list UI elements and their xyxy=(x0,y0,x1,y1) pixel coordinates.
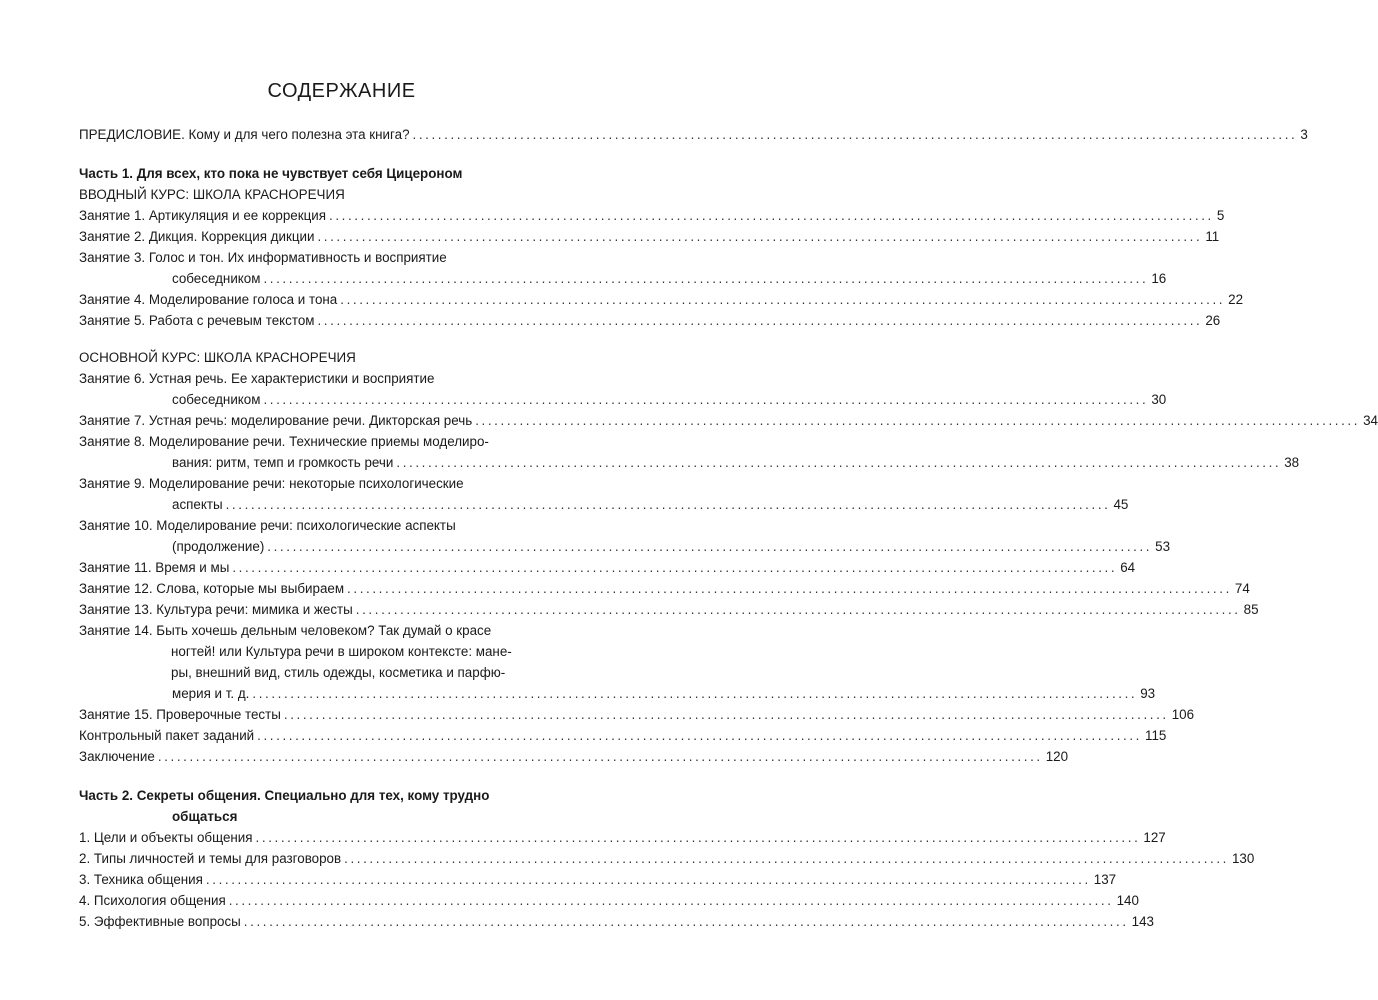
entry-label: Занятие 12. Слова, которые мы выбираем xyxy=(79,581,345,596)
page-number: 64 xyxy=(1120,560,1136,575)
entry-label: Занятие 11. Время и мы xyxy=(79,560,230,575)
entry-label-line: Занятие 3. Голос и тон. Их информативность и восприятие xyxy=(79,250,447,265)
leader-dots: ............................................................................................................................................ xyxy=(475,413,1361,428)
leader-dots: ............................................................................................................................................ xyxy=(283,707,1169,722)
part2-heading: Часть 2. Секреты общения. Специально для тех, кому трудно xyxy=(79,788,490,803)
page-number: 45 xyxy=(1113,497,1129,512)
page-number: 115 xyxy=(1145,728,1167,743)
leader-dots: ............................................................................................................................................ xyxy=(263,271,1149,286)
entry-label: вания: ритм, темп и громкость речи xyxy=(172,455,394,470)
leader-dots: ............................................................................................................................................ xyxy=(228,893,1114,908)
leader-dots: ............................................................................................................................................ xyxy=(267,539,1153,554)
page-number: 22 xyxy=(1228,292,1244,307)
toc-entry xyxy=(79,578,1250,599)
intro-course-list xyxy=(79,205,1244,331)
part2-list xyxy=(79,827,1255,932)
toc-entry-preface xyxy=(79,124,1308,145)
leader-dots: ............................................................................................................................................ xyxy=(225,497,1111,512)
toc-entry xyxy=(79,310,1221,331)
toc-entry xyxy=(79,599,1259,620)
leader-dots: ............................................................................................................................................ xyxy=(232,560,1118,575)
toc-entry xyxy=(79,247,1167,289)
entry-label: Занятие 15. Проверочные тесты xyxy=(79,707,281,722)
page-number: 26 xyxy=(1205,313,1221,328)
leader-dots: ............................................................................................................................................ xyxy=(412,127,1298,142)
leader-dots: ............................................................................................................................................ xyxy=(347,581,1232,596)
page-number: 38 xyxy=(1284,455,1300,470)
page-number: 106 xyxy=(1171,707,1195,722)
intro-course-heading: ВВОДНЫЙ КУРС: ШКОЛА КРАСНОРЕЧИЯ xyxy=(79,187,345,202)
leader-dots: ............................................................................................................................................ xyxy=(329,208,1214,223)
toc-entry xyxy=(79,725,1167,746)
entry-label: Заключение xyxy=(79,749,155,764)
toc-entry xyxy=(79,620,1156,704)
page-number: 143 xyxy=(1131,914,1154,929)
entry-label: Занятие 5. Работа с речевым текстом xyxy=(79,313,315,328)
main-course-heading: ОСНОВНОЙ КУРС: ШКОЛА КРАСНОРЕЧИЯ xyxy=(79,350,356,365)
entry-label-line: Занятие 6. Устная речь. Ее характеристики и восприятие xyxy=(79,371,435,386)
leader-dots: ............................................................................................................................................ xyxy=(205,872,1091,887)
entry-label-line: Занятие 14. Быть хочешь дельным человеком? Так думай о красе xyxy=(79,623,492,638)
page-number: 130 xyxy=(1231,851,1255,866)
entry-label: 2. Типы личностей и темы для разговоров xyxy=(79,851,342,866)
leader-dots: ............................................................................................................................................ xyxy=(157,749,1043,764)
leader-dots: ............................................................................................................................................ xyxy=(340,292,1226,307)
page-number: 53 xyxy=(1155,539,1171,554)
page-number: 3 xyxy=(1300,127,1308,142)
leader-dots: ............................................................................................................................................ xyxy=(263,392,1149,407)
entry-label: (продолжение) xyxy=(172,539,265,554)
entry-label: Занятие 1. Артикуляция и ее коррекция xyxy=(79,208,327,223)
toc-entry xyxy=(79,368,1167,410)
toc-entry xyxy=(79,289,1244,310)
toc-entry xyxy=(79,869,1117,890)
entry-label-line: Занятие 8. Моделирование речи. Технические приемы моделиро- xyxy=(79,434,489,449)
entry-label: 1. Цели и объекты общения xyxy=(79,830,253,845)
entry-label: собеседником xyxy=(172,271,261,286)
page-number: 120 xyxy=(1045,749,1069,764)
leader-dots: ............................................................................................................................................ xyxy=(355,602,1241,617)
leader-dots: ............................................................................................................................................ xyxy=(317,229,1203,244)
page-number: 137 xyxy=(1093,872,1117,887)
page-number: 34 xyxy=(1363,413,1378,428)
toc-entry xyxy=(79,827,1166,848)
part1-heading: Часть 1. Для всех, кто пока не чувствует себя Цицероном xyxy=(79,166,463,181)
toc-entry xyxy=(79,515,1171,557)
toc-entry xyxy=(79,848,1255,869)
entry-label: Занятие 4. Моделирование голоса и тона xyxy=(79,292,338,307)
toc-entry xyxy=(79,410,1378,431)
entry-label-line: ногтей! или Культура речи в широком контексте: мане- xyxy=(171,644,512,659)
entry-label: ПРЕДИСЛОВИЕ. Кому и для чего полезна эта книга? xyxy=(79,127,410,142)
entry-label: Занятие 2. Дикция. Коррекция дикции xyxy=(79,229,315,244)
entry-label: аспекты xyxy=(172,497,223,512)
page-number: 93 xyxy=(1140,686,1156,701)
entry-label: Занятие 13. Культура речи: мимика и жесты xyxy=(79,602,353,617)
page-number: 74 xyxy=(1234,581,1250,596)
main-course-list xyxy=(79,368,1378,767)
toc-entry xyxy=(79,704,1195,725)
entry-label: 3. Техника общения xyxy=(79,872,203,887)
entry-label: собеседником xyxy=(172,392,261,407)
entry-label: мерия и т. д. xyxy=(172,686,250,701)
page-number: 11 xyxy=(1205,229,1220,244)
page-number: 16 xyxy=(1151,271,1167,286)
entry-label: 5. Эффективные вопросы xyxy=(79,914,241,929)
toc-entry xyxy=(79,746,1069,767)
toc-entry xyxy=(79,205,1225,226)
leader-dots: ............................................................................................................................................ xyxy=(255,830,1141,845)
page-number: 30 xyxy=(1151,392,1167,407)
table-of-contents xyxy=(79,124,1378,932)
leader-dots: ............................................................................................................................................ xyxy=(257,728,1143,743)
page-title: СОДЕРЖАНИЕ xyxy=(267,80,416,102)
toc-entry xyxy=(79,911,1154,932)
page-number: 140 xyxy=(1116,893,1139,908)
toc-entry xyxy=(79,431,1300,473)
toc-entry xyxy=(79,226,1220,247)
entry-label: Контрольный пакет заданий xyxy=(79,728,255,743)
page-number: 127 xyxy=(1143,830,1166,845)
page-number: 5 xyxy=(1216,208,1225,223)
part2-heading-continued: общаться xyxy=(172,809,238,824)
toc-entry xyxy=(79,473,1129,515)
leader-dots: ............................................................................................................................................ xyxy=(243,914,1129,929)
entry-label-line: Занятие 9. Моделирование речи: некоторые психологические xyxy=(79,476,464,491)
leader-dots: ............................................................................................................................................ xyxy=(252,686,1138,701)
toc-entry xyxy=(79,557,1136,578)
entry-label: Занятие 7. Устная речь: моделирование речи. Дикторская речь xyxy=(79,413,473,428)
entry-label-line: ры, внешний вид, стиль одежды, косметика и парфю- xyxy=(171,665,506,680)
toc-entry xyxy=(79,890,1139,911)
leader-dots: ............................................................................................................................................ xyxy=(317,313,1203,328)
entry-label-line: Занятие 10. Моделирование речи: психологические аспекты xyxy=(79,518,456,533)
entry-label: 4. Психология общения xyxy=(79,893,226,908)
page-number: 85 xyxy=(1243,602,1259,617)
leader-dots: ............................................................................................................................................ xyxy=(396,455,1282,470)
leader-dots: ............................................................................................................................................ xyxy=(344,851,1229,866)
